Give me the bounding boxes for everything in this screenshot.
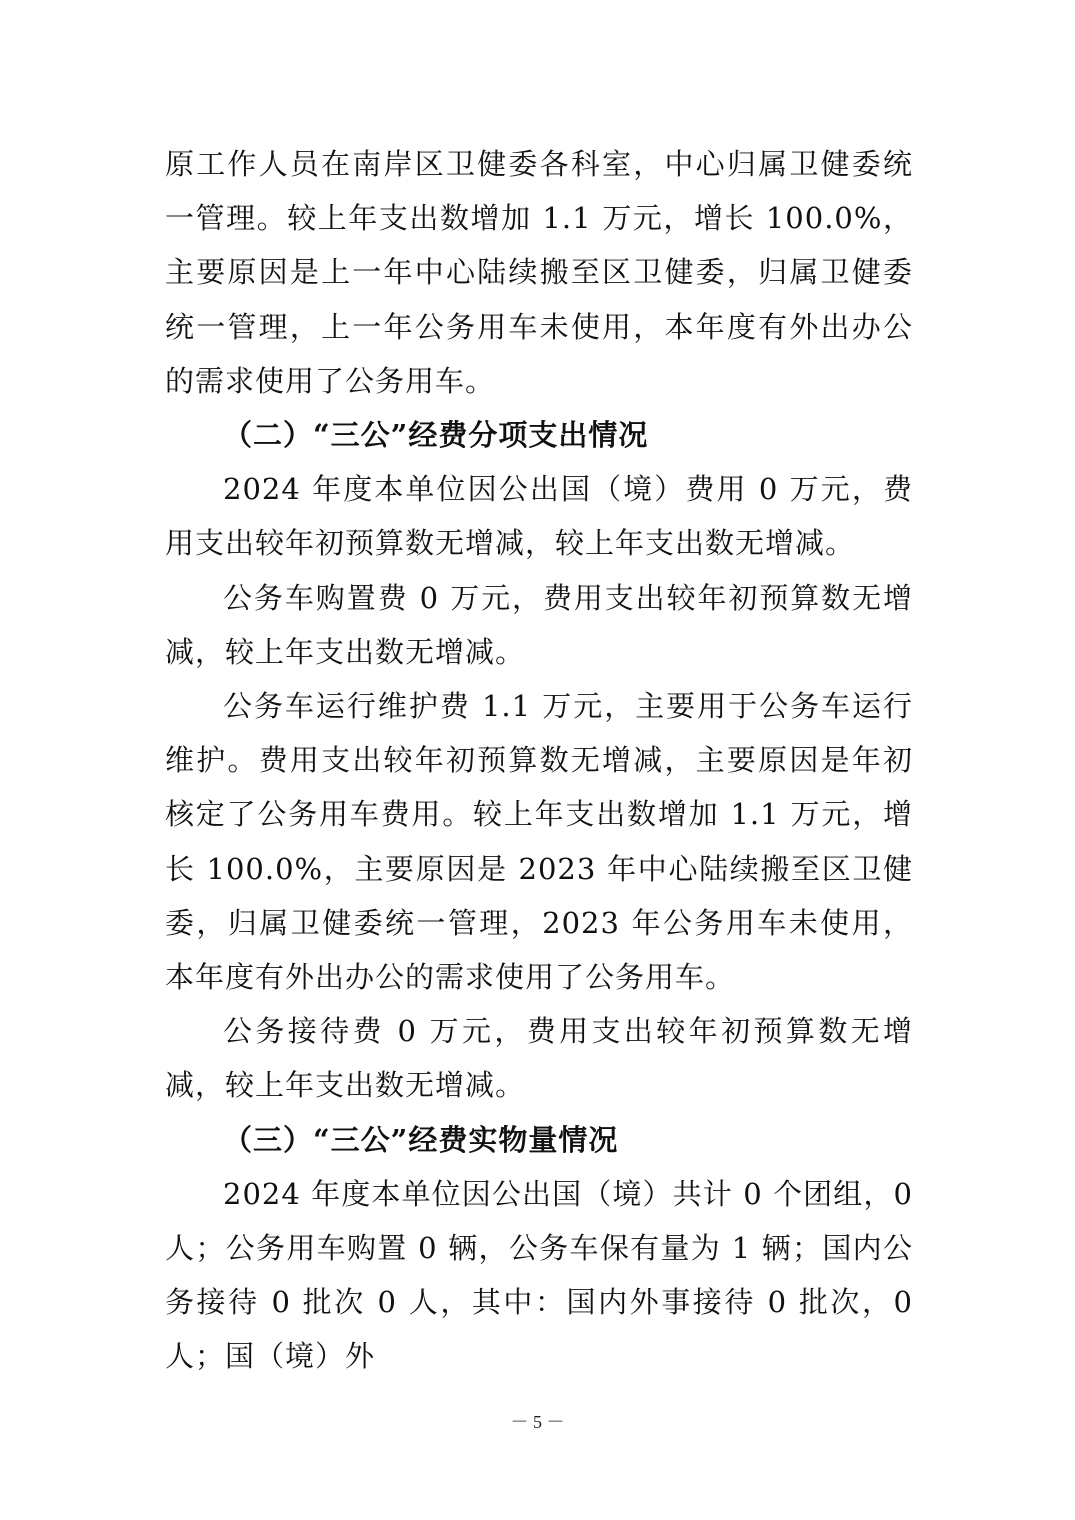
- paragraph-physical-quantity: 2024 年度本单位因公出国（境）共计 0 个团组，0 人；公务用车购置 0 辆，公务车保有量为 1 辆；国内公务接待 0 批次 0 人，其中：国内外事接待 0 批次，0 人；国（境）外: [165, 1176, 913, 1374]
- section-heading-2: （二）“三公”经费分项支出情况: [223, 418, 649, 453]
- document-body: [165, 137, 913, 1384]
- paragraph-vehicle-purchase: 公务车购置费 0 万元，费用支出较年初预算数无增减，较上年支出数无增减。: [165, 580, 913, 669]
- paragraph-travel-abroad: 2024 年度本单位因公出国（境）费用 0 万元，费用支出较年初预算数无增减，较上年支出数无增减。: [165, 472, 913, 561]
- paragraph-reception: 公务接待费 0 万元，费用支出较年初预算数无增减，较上年支出数无增减。: [165, 1014, 913, 1103]
- paragraph-continuation: 原工作人员在南岸区卫健委各科室，中心归属卫健委统一管理。较上年支出数增加 1.1 万元，增长 100.0%，主要原因是上一年中心陆续搬至区卫健委，归属卫健委统一管理，上一年公务用车未使用，本年度有外出办公的需求使用了公务用车。: [165, 147, 913, 398]
- paragraph-vehicle-maintenance: 公务车运行维护费 1.1 万元，主要用于公务车运行维护。费用支出较年初预算数无增减，主要原因是年初核定了公务用车费用。较上年支出数增加 1.1 万元，增长 100.0%，主要原因是 2023 年中心陆续搬至区卫健委，归属卫健委统一管理，2023 年公务用车未使用，本年度有外出办公的需求使用了公务用车。: [165, 689, 913, 995]
- page-number: － 5 －: [510, 1412, 565, 1432]
- section-heading-3: （三）“三公”经费实物量情况: [223, 1122, 619, 1157]
